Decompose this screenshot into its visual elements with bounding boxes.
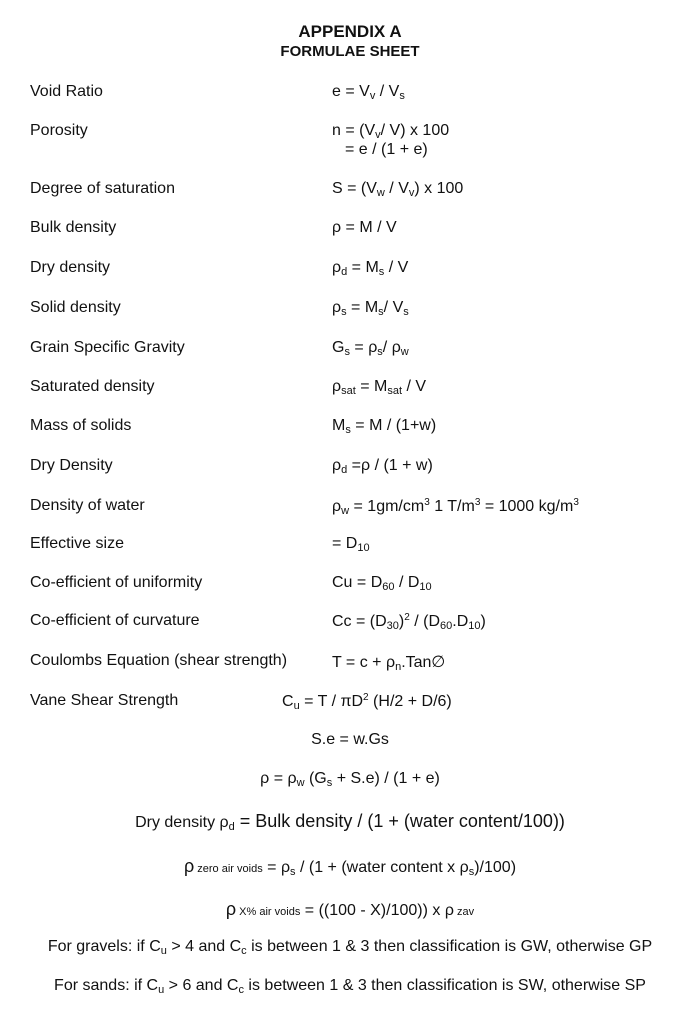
formula-solid-density: $\rho_s = M_s/$ $V_s$	[332, 299, 409, 318]
formula-bulk-density: ρ = M / V	[332, 219, 397, 236]
formula-dry-density-water-content: Dry density $\rho_d$ = Bulk density / (1 + (water content/100))	[135, 811, 565, 833]
label-coulombs: Coulombs Equation (shear strength)	[30, 652, 288, 669]
formula-rho: $\rho = \rho_w$ $(G_s + S.e) / (1 + e)$	[260, 770, 440, 789]
formula-coulombs: $T = c + \rho_n.Tan\emptyset$	[332, 654, 446, 673]
title: APPENDIX A	[298, 22, 402, 41]
label-void-ratio: Void Ratio	[30, 83, 103, 100]
formula-x-air-voids: ρ X% air voids = ((100 - X)/100)) x ρ zav	[225, 899, 475, 919]
formula-dry-density: $\rho_d = M_s / V$	[332, 259, 409, 278]
label-dry-density: Dry density	[30, 259, 111, 276]
rule-gravels: For gravels: if $C_u > 4$ and $C_c$ is between 1 & 3 then classification is GW, otherwise GP	[47, 938, 653, 957]
label-porosity: Porosity	[30, 122, 88, 139]
label-saturation: Degree of saturation	[30, 180, 175, 197]
label-solid-density: Solid density	[30, 299, 121, 316]
label-uniformity: Co-efficient of uniformity	[30, 574, 203, 591]
formula-saturated-density: $\rho_{sat} = M_{sat} / V$	[332, 378, 427, 397]
formula-zero-air-voids: ρ zero air voids = $\rho_s / (1$ + (water content x $\rho_s)/100$)	[183, 856, 517, 878]
label-water-density: Density of water	[30, 497, 145, 514]
formula-uniformity: $Cu = D_{60} / D_{10}$	[332, 574, 432, 593]
label-specific-gravity: Grain Specific Gravity	[30, 339, 185, 356]
label-vane-shear: Vane Shear Strength	[30, 692, 179, 709]
formula-void-ratio: $e = V_v / V_s$	[332, 83, 405, 102]
formula-mass-solids: $M_s = M / (1+w)$	[332, 417, 437, 436]
label-saturated-density: Saturated density	[30, 378, 155, 395]
formula-porosity-alt: = e / (1 + e)	[345, 141, 428, 158]
formula-saturation: $S = (V_w / V_v)$ x 100	[332, 180, 464, 199]
label-curvature: Co-efficient of curvature	[30, 612, 200, 629]
formula-effective-size: = $D_{10}$	[332, 535, 370, 554]
rule-sands: For sands: if $C_u > 6$ and $C_c$ is between 1 & 3 then classification is SW, otherwise SP	[54, 977, 646, 996]
formula-se-wgs: S.e = w.Gs	[311, 731, 389, 748]
formula-dry-density-2: $\rho_d =\rho / (1 + w)$	[332, 457, 433, 476]
formula-vane-shear: $C_u = T / \pi D^2$ (H/2 + D/6)	[282, 692, 452, 712]
label-dry-density-2: Dry Density	[30, 457, 113, 474]
subtitle: FORMULAE SHEET	[280, 43, 420, 60]
label-mass-solids: Mass of solids	[30, 417, 132, 434]
label-effective-size: Effective size	[30, 535, 124, 552]
formula-curvature: $Cc = (D_{30})^2 / (D_{60}.D_{10})$	[332, 612, 486, 632]
label-bulk-density: Bulk density	[30, 219, 117, 236]
formula-porosity: $n = (V_v/$ V) x 100	[332, 122, 450, 141]
formula-specific-gravity: $G_s = \rho_s/$ $\rho_w$	[332, 339, 409, 358]
formula-water-density: $\rho_w = 1gm/cm^3$ 1 $T/m^3 = 1000$ $kg/m^3$	[332, 497, 579, 517]
